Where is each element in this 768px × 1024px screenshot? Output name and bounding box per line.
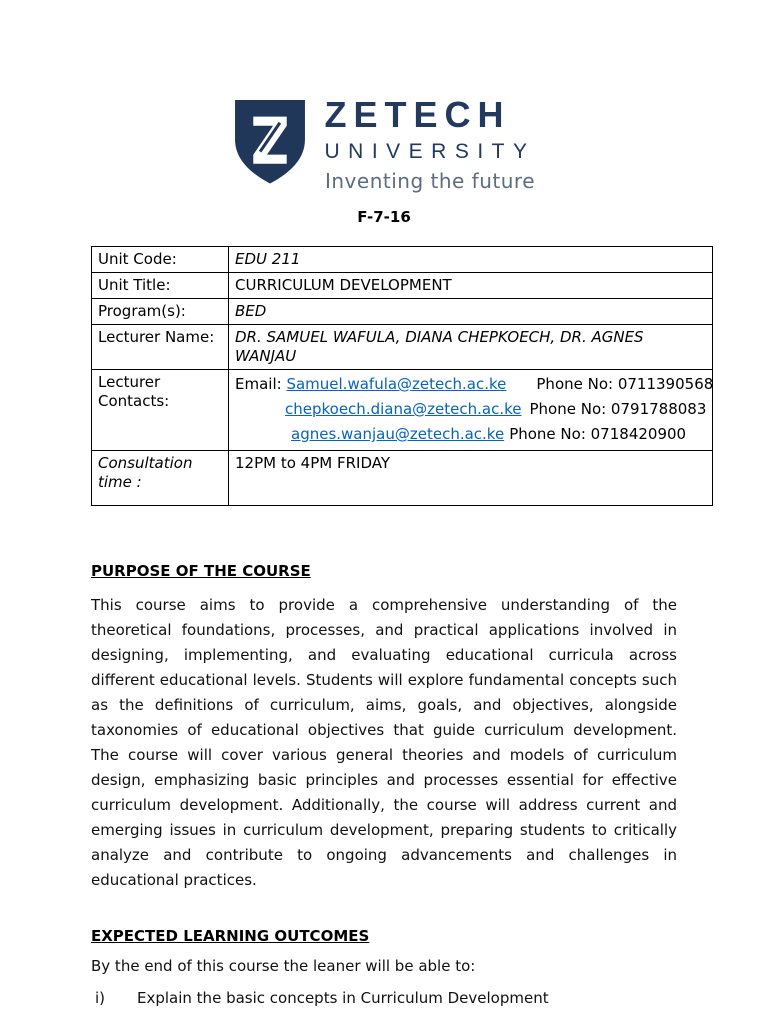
purpose-section: [91, 562, 677, 893]
unit-code-value: EDU 211: [229, 247, 713, 273]
outcomes-intro: By the end of this course the leaner will be able to:: [91, 957, 476, 975]
unit-title-label: Unit Title:: [92, 273, 229, 299]
lecturer-contacts-label: Lecturer Contacts:: [92, 370, 229, 451]
outcome-item-text: Explain the basic concepts in Curriculum Development: [137, 989, 549, 1007]
contact-line-1: [235, 372, 714, 397]
lecturer-contacts-value: [229, 370, 713, 451]
logo-tagline: Inventing the future: [324, 169, 536, 193]
table-row-consultation: [92, 451, 713, 506]
outcomes-section: [91, 927, 677, 1009]
phone-number-1: Phone No: 0711390568: [536, 375, 714, 393]
unit-title-value: CURRICULUM DEVELOPMENT: [229, 273, 713, 299]
phone-number-2: Phone No: 0791788083: [529, 400, 707, 418]
programs-label: Program(s):: [92, 299, 229, 325]
university-logo: [0, 0, 768, 193]
outcome-item-numeral: i): [95, 989, 106, 1007]
lecturer-name-label: Lecturer Name:: [92, 325, 229, 370]
lecturer-name-value: DR. SAMUEL WAFULA, DIANA CHEPKOECH, DR. AGNES WANJAU: [229, 325, 713, 370]
email-prefix: Email:: [235, 375, 287, 393]
outcome-list-item: [91, 987, 677, 1009]
phone-number-3: Phone No: 0718420900: [509, 425, 687, 443]
outcomes-heading: EXPECTED LEARNING OUTCOMES: [91, 927, 370, 945]
consultation-label: Consultation time :: [92, 451, 229, 506]
unit-code-label: Unit Code:: [92, 247, 229, 273]
email-link-chepkoech[interactable]: chepkoech.diana@zetech.ac.ke: [285, 400, 522, 418]
contact-line-2: [285, 397, 706, 422]
table-row-unit-code: [92, 247, 713, 273]
contact-line-3: [291, 422, 706, 447]
purpose-body: This course aims to provide a comprehensive understanding of the theoretical foundations, processes, and practical applications involved in designing, implementing, and evaluating educational curricula across different educational levels. Students will explore fundamental concepts such as the definitions of curriculum, aims, goals, and objectives, alongside taxonomies of educational objectives that guide curriculum development. The course will cover various general theories and models of curriculum design, emphasizing basic principles and processes essential for effective curriculum development. Additionally, the course will address current and emerging issues in curriculum development, preparing students to critically analyze and contribute to ongoing advancements and challenges in educational practices.: [91, 596, 677, 889]
table-row-lecturer-contacts: [92, 370, 713, 451]
table-row-lecturer-name: [92, 325, 713, 370]
email-link-wafula[interactable]: Samuel.wafula@zetech.ac.ke: [286, 375, 507, 393]
consultation-value: 12PM to 4PM FRIDAY: [229, 451, 713, 506]
logo-text-block: [324, 95, 535, 193]
purpose-heading: PURPOSE OF THE COURSE: [91, 562, 311, 580]
zetech-shield-icon: [232, 95, 308, 187]
logo-name: ZETECH: [324, 94, 511, 135]
table-row-unit-title: [92, 273, 713, 299]
email-link-wanjau[interactable]: agnes.wanjau@zetech.ac.ke: [291, 425, 505, 443]
table-row-programs: [92, 299, 713, 325]
course-info-table: [91, 246, 713, 506]
programs-value: BED: [229, 299, 713, 325]
logo-subname: UNIVERSITY: [324, 140, 536, 163]
form-code: F-7-16: [357, 208, 411, 226]
